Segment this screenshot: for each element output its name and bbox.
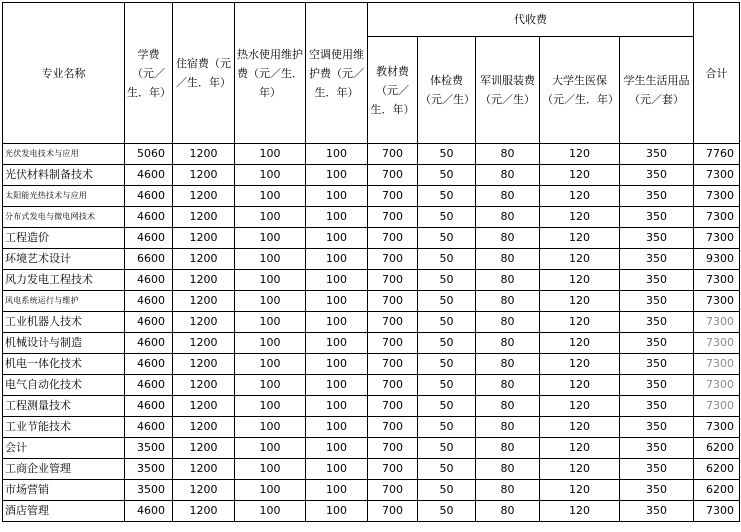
cell-dorm: 1200 xyxy=(173,459,235,480)
cell-total: 6200 xyxy=(694,438,740,459)
cell-tuition: 4600 xyxy=(125,354,173,375)
header-collect-group: 代收费 xyxy=(368,3,694,37)
cell-insurance: 120 xyxy=(540,207,620,228)
cell-dorm: 1200 xyxy=(173,291,235,312)
cell-uniform: 80 xyxy=(476,501,540,522)
table-row xyxy=(3,375,740,396)
cell-ac: 100 xyxy=(306,480,368,501)
cell-physical: 50 xyxy=(418,291,476,312)
cell-uniform: 80 xyxy=(476,291,540,312)
cell-major-name: 工程造价 xyxy=(3,228,125,249)
table-row xyxy=(3,459,740,480)
cell-insurance: 120 xyxy=(540,396,620,417)
cell-textbook: 700 xyxy=(368,438,418,459)
cell-physical: 50 xyxy=(418,312,476,333)
cell-insurance: 120 xyxy=(540,354,620,375)
header-major: 专业名称 xyxy=(3,3,125,144)
cell-physical: 50 xyxy=(418,459,476,480)
cell-tuition: 4600 xyxy=(125,207,173,228)
cell-textbook: 700 xyxy=(368,291,418,312)
cell-dorm: 1200 xyxy=(173,228,235,249)
cell-supplies: 350 xyxy=(620,354,694,375)
cell-major-name: 风力发电工程技术 xyxy=(3,270,125,291)
cell-supplies: 350 xyxy=(620,417,694,438)
cell-supplies: 350 xyxy=(620,228,694,249)
cell-total: 7300 xyxy=(694,228,740,249)
table-row xyxy=(3,291,740,312)
cell-supplies: 350 xyxy=(620,459,694,480)
cell-tuition: 4600 xyxy=(125,186,173,207)
header-hotwater: 热水使用维护费（元／生．年） xyxy=(235,3,306,144)
cell-dorm: 1200 xyxy=(173,144,235,165)
cell-total: 7300 xyxy=(694,270,740,291)
cell-insurance: 120 xyxy=(540,333,620,354)
cell-textbook: 700 xyxy=(368,207,418,228)
cell-supplies: 350 xyxy=(620,186,694,207)
header-textbook: 教材费（元／生．年） xyxy=(368,37,418,144)
cell-physical: 50 xyxy=(418,249,476,270)
cell-dorm: 1200 xyxy=(173,186,235,207)
cell-tuition: 4600 xyxy=(125,396,173,417)
cell-hotwater: 100 xyxy=(235,270,306,291)
cell-total: 7300 xyxy=(694,417,740,438)
cell-uniform: 80 xyxy=(476,333,540,354)
cell-uniform: 80 xyxy=(476,270,540,291)
table-row xyxy=(3,207,740,228)
cell-textbook: 700 xyxy=(368,480,418,501)
cell-supplies: 350 xyxy=(620,165,694,186)
table-row xyxy=(3,228,740,249)
table-row xyxy=(3,480,740,501)
cell-total: 9300 xyxy=(694,249,740,270)
cell-physical: 50 xyxy=(418,333,476,354)
cell-supplies: 350 xyxy=(620,144,694,165)
cell-ac: 100 xyxy=(306,396,368,417)
cell-total: 7300 xyxy=(694,186,740,207)
cell-major-name: 光伏材料制备技术 xyxy=(3,165,125,186)
cell-hotwater: 100 xyxy=(235,417,306,438)
cell-insurance: 120 xyxy=(540,249,620,270)
cell-ac: 100 xyxy=(306,417,368,438)
cell-physical: 50 xyxy=(418,501,476,522)
cell-supplies: 350 xyxy=(620,375,694,396)
cell-physical: 50 xyxy=(418,354,476,375)
cell-ac: 100 xyxy=(306,144,368,165)
cell-uniform: 80 xyxy=(476,249,540,270)
cell-tuition: 4600 xyxy=(125,291,173,312)
header-supplies: 学生生活用品（元／套） xyxy=(620,37,694,144)
cell-tuition: 5060 xyxy=(125,144,173,165)
cell-insurance: 120 xyxy=(540,186,620,207)
cell-tuition: 4600 xyxy=(125,312,173,333)
cell-dorm: 1200 xyxy=(173,207,235,228)
cell-tuition: 4600 xyxy=(125,228,173,249)
cell-uniform: 80 xyxy=(476,228,540,249)
cell-physical: 50 xyxy=(418,186,476,207)
cell-textbook: 700 xyxy=(368,228,418,249)
cell-textbook: 700 xyxy=(368,186,418,207)
cell-uniform: 80 xyxy=(476,207,540,228)
cell-textbook: 700 xyxy=(368,333,418,354)
cell-hotwater: 100 xyxy=(235,501,306,522)
header-tuition: 学费（元／生．年） xyxy=(125,3,173,144)
header-uniform: 军训服装费（元／生） xyxy=(476,37,540,144)
cell-dorm: 1200 xyxy=(173,396,235,417)
header-ac: 空调使用维护费（元／生．年） xyxy=(306,3,368,144)
cell-hotwater: 100 xyxy=(235,165,306,186)
cell-insurance: 120 xyxy=(540,144,620,165)
cell-uniform: 80 xyxy=(476,459,540,480)
cell-hotwater: 100 xyxy=(235,144,306,165)
table-row xyxy=(3,312,740,333)
cell-total: 7760 xyxy=(694,144,740,165)
table-row xyxy=(3,438,740,459)
cell-supplies: 350 xyxy=(620,207,694,228)
cell-textbook: 700 xyxy=(368,501,418,522)
cell-insurance: 120 xyxy=(540,480,620,501)
fee-table xyxy=(2,2,740,522)
cell-uniform: 80 xyxy=(476,375,540,396)
table-row xyxy=(3,333,740,354)
header-physical: 体检费（元／生） xyxy=(418,37,476,144)
cell-major-name: 分布式发电与微电网技术 xyxy=(3,207,125,228)
cell-uniform: 80 xyxy=(476,480,540,501)
cell-major-name: 会计 xyxy=(3,438,125,459)
cell-ac: 100 xyxy=(306,354,368,375)
cell-supplies: 350 xyxy=(620,270,694,291)
cell-major-name: 环境艺术设计 xyxy=(3,249,125,270)
cell-ac: 100 xyxy=(306,249,368,270)
cell-supplies: 350 xyxy=(620,291,694,312)
cell-ac: 100 xyxy=(306,207,368,228)
cell-hotwater: 100 xyxy=(235,333,306,354)
cell-uniform: 80 xyxy=(476,354,540,375)
cell-total: 7300 xyxy=(694,354,740,375)
cell-supplies: 350 xyxy=(620,396,694,417)
cell-tuition: 3500 xyxy=(125,459,173,480)
cell-physical: 50 xyxy=(418,396,476,417)
cell-ac: 100 xyxy=(306,501,368,522)
cell-tuition: 6600 xyxy=(125,249,173,270)
cell-dorm: 1200 xyxy=(173,333,235,354)
cell-tuition: 4600 xyxy=(125,165,173,186)
cell-physical: 50 xyxy=(418,270,476,291)
cell-total: 7300 xyxy=(694,165,740,186)
cell-supplies: 350 xyxy=(620,501,694,522)
cell-major-name: 太阳能光热技术与应用 xyxy=(3,186,125,207)
cell-major-name: 风电系统运行与维护 xyxy=(3,291,125,312)
cell-dorm: 1200 xyxy=(173,417,235,438)
cell-tuition: 4600 xyxy=(125,333,173,354)
cell-insurance: 120 xyxy=(540,501,620,522)
header-dorm: 住宿费（元／生．年） xyxy=(173,3,235,144)
cell-tuition: 4600 xyxy=(125,270,173,291)
table-row xyxy=(3,249,740,270)
cell-ac: 100 xyxy=(306,459,368,480)
cell-physical: 50 xyxy=(418,228,476,249)
cell-uniform: 80 xyxy=(476,312,540,333)
cell-tuition: 4600 xyxy=(125,375,173,396)
cell-physical: 50 xyxy=(418,480,476,501)
cell-uniform: 80 xyxy=(476,417,540,438)
cell-textbook: 700 xyxy=(368,459,418,480)
cell-ac: 100 xyxy=(306,228,368,249)
cell-dorm: 1200 xyxy=(173,165,235,186)
cell-total: 6200 xyxy=(694,459,740,480)
cell-textbook: 700 xyxy=(368,270,418,291)
cell-insurance: 120 xyxy=(540,228,620,249)
cell-ac: 100 xyxy=(306,375,368,396)
cell-hotwater: 100 xyxy=(235,480,306,501)
cell-major-name: 市场营销 xyxy=(3,480,125,501)
table-row xyxy=(3,270,740,291)
cell-total: 7300 xyxy=(694,291,740,312)
cell-textbook: 700 xyxy=(368,165,418,186)
table-row xyxy=(3,501,740,522)
cell-textbook: 700 xyxy=(368,375,418,396)
cell-dorm: 1200 xyxy=(173,354,235,375)
cell-insurance: 120 xyxy=(540,291,620,312)
cell-insurance: 120 xyxy=(540,165,620,186)
cell-hotwater: 100 xyxy=(235,438,306,459)
cell-uniform: 80 xyxy=(476,165,540,186)
cell-physical: 50 xyxy=(418,375,476,396)
cell-tuition: 4600 xyxy=(125,501,173,522)
cell-insurance: 120 xyxy=(540,375,620,396)
cell-tuition: 3500 xyxy=(125,438,173,459)
cell-total: 6200 xyxy=(694,480,740,501)
cell-uniform: 80 xyxy=(476,396,540,417)
cell-hotwater: 100 xyxy=(235,249,306,270)
cell-uniform: 80 xyxy=(476,186,540,207)
cell-total: 7300 xyxy=(694,501,740,522)
cell-dorm: 1200 xyxy=(173,375,235,396)
cell-tuition: 3500 xyxy=(125,480,173,501)
cell-ac: 100 xyxy=(306,186,368,207)
cell-dorm: 1200 xyxy=(173,312,235,333)
cell-insurance: 120 xyxy=(540,312,620,333)
cell-textbook: 700 xyxy=(368,354,418,375)
cell-insurance: 120 xyxy=(540,459,620,480)
cell-insurance: 120 xyxy=(540,417,620,438)
cell-textbook: 700 xyxy=(368,249,418,270)
cell-major-name: 机械设计与制造 xyxy=(3,333,125,354)
table-row xyxy=(3,417,740,438)
cell-supplies: 350 xyxy=(620,249,694,270)
cell-major-name: 工业机器人技术 xyxy=(3,312,125,333)
cell-major-name: 电气自动化技术 xyxy=(3,375,125,396)
cell-major-name: 酒店管理 xyxy=(3,501,125,522)
cell-ac: 100 xyxy=(306,291,368,312)
cell-total: 7300 xyxy=(694,333,740,354)
cell-tuition: 4600 xyxy=(125,417,173,438)
cell-major-name: 工程测量技术 xyxy=(3,396,125,417)
cell-ac: 100 xyxy=(306,270,368,291)
table-row xyxy=(3,354,740,375)
cell-supplies: 350 xyxy=(620,480,694,501)
cell-hotwater: 100 xyxy=(235,228,306,249)
cell-dorm: 1200 xyxy=(173,438,235,459)
cell-major-name: 光伏发电技术与应用 xyxy=(3,144,125,165)
cell-ac: 100 xyxy=(306,333,368,354)
cell-hotwater: 100 xyxy=(235,396,306,417)
cell-total: 7300 xyxy=(694,375,740,396)
cell-hotwater: 100 xyxy=(235,459,306,480)
cell-total: 7300 xyxy=(694,207,740,228)
cell-ac: 100 xyxy=(306,165,368,186)
cell-supplies: 350 xyxy=(620,312,694,333)
cell-supplies: 350 xyxy=(620,438,694,459)
table-row xyxy=(3,186,740,207)
cell-physical: 50 xyxy=(418,207,476,228)
cell-major-name: 工业节能技术 xyxy=(3,417,125,438)
cell-textbook: 700 xyxy=(368,417,418,438)
table-body xyxy=(3,144,740,522)
cell-textbook: 700 xyxy=(368,312,418,333)
cell-total: 7300 xyxy=(694,396,740,417)
cell-physical: 50 xyxy=(418,417,476,438)
cell-physical: 50 xyxy=(418,165,476,186)
cell-dorm: 1200 xyxy=(173,270,235,291)
cell-hotwater: 100 xyxy=(235,207,306,228)
cell-physical: 50 xyxy=(418,438,476,459)
cell-hotwater: 100 xyxy=(235,312,306,333)
cell-textbook: 700 xyxy=(368,396,418,417)
cell-hotwater: 100 xyxy=(235,186,306,207)
table-row xyxy=(3,144,740,165)
cell-textbook: 700 xyxy=(368,144,418,165)
table-row xyxy=(3,396,740,417)
table-row xyxy=(3,165,740,186)
cell-ac: 100 xyxy=(306,438,368,459)
table-header xyxy=(3,3,740,144)
cell-insurance: 120 xyxy=(540,270,620,291)
cell-hotwater: 100 xyxy=(235,291,306,312)
cell-hotwater: 100 xyxy=(235,375,306,396)
cell-dorm: 1200 xyxy=(173,501,235,522)
cell-major-name: 机电一体化技术 xyxy=(3,354,125,375)
cell-ac: 100 xyxy=(306,312,368,333)
cell-insurance: 120 xyxy=(540,438,620,459)
cell-supplies: 350 xyxy=(620,333,694,354)
header-insurance: 大学生医保（元／生．年） xyxy=(540,37,620,144)
cell-dorm: 1200 xyxy=(173,480,235,501)
cell-hotwater: 100 xyxy=(235,354,306,375)
cell-total: 7300 xyxy=(694,312,740,333)
cell-dorm: 1200 xyxy=(173,249,235,270)
cell-physical: 50 xyxy=(418,144,476,165)
cell-major-name: 工商企业管理 xyxy=(3,459,125,480)
header-total: 合计 xyxy=(694,3,740,144)
cell-uniform: 80 xyxy=(476,438,540,459)
cell-uniform: 80 xyxy=(476,144,540,165)
